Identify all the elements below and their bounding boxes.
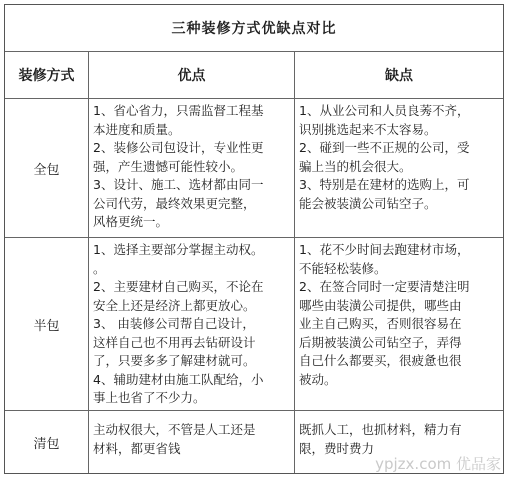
cell-line: 2、装修公司包设计，专业性更 [93, 140, 264, 155]
cell-line: 哪些由装潢公司提供，哪些由 [299, 297, 462, 313]
cell-line: 1、选择主要部分掌握主动权。 [93, 242, 264, 257]
comparison-table [4, 4, 504, 474]
cell-line: 3、设计、施工、选材都由同一 [93, 177, 264, 192]
row-type: 半包 [5, 238, 89, 410]
cell-line: 了，只要多多了解建材就可。 [93, 353, 256, 368]
cell-line: 风格更统一。 [93, 214, 169, 229]
cell-line: 公司代劳，最终效果更完整， [93, 195, 256, 211]
row-type: 全包 [5, 99, 89, 237]
cell-line: 4、辅助建材由施工队配给，小 [93, 371, 264, 387]
row-cons [295, 238, 503, 410]
cell-line: 3、特别是在建材的选购上，可 [299, 177, 470, 192]
row-pros [89, 99, 295, 237]
cell-line: 强，产生遗憾可能性较小。 [93, 158, 244, 174]
cell-line: 3、 由装修公司帮自己设计， [93, 316, 255, 331]
table-title: 三种装修方式优缺点对比 [171, 21, 337, 37]
cell-line: 1、省心省力，只需监督工程基 [93, 103, 264, 118]
cell-line: 自己什么都要买，很疲惫也很 [299, 353, 462, 368]
cell-line: 这样自己也不用再去钻研设计 [93, 334, 256, 350]
cell-line: 主动权很大，不管是人工还是 [93, 422, 256, 437]
cell-line: 既抓人工，也抓材料，精力有 [299, 422, 462, 437]
table-row [5, 237, 503, 410]
cell-line: 2、主要建材自己购买，不论在 [93, 279, 264, 294]
row-pros [89, 411, 295, 473]
cell-line: 安全上还是经济上都更放心。 [93, 297, 256, 313]
cell-line: 事上也省了不少力。 [93, 390, 206, 405]
cell-line: 本进度和质量。 [93, 121, 181, 137]
table-row [5, 98, 503, 237]
row-type: 清包 [5, 411, 89, 473]
cell-line: 2、在签合同时一定要清楚注明 [299, 279, 470, 294]
header-pros: 优点 [89, 52, 295, 98]
row-pros [89, 238, 295, 410]
row-cons [295, 99, 503, 237]
cell-line: 1、从业公司和人员良莠不齐， [299, 103, 470, 118]
header-row [5, 51, 503, 98]
cell-line: 能会被装潢公司钻空子。 [299, 195, 437, 211]
cell-line: 业主自己购买，否则很容易在 [299, 316, 462, 331]
header-cons: 缺点 [385, 68, 413, 84]
watermark: ypjzx.com 优品家 [375, 455, 501, 473]
cell-line: 。 [93, 260, 106, 276]
cell-line: 材料，都更省钱 [93, 440, 181, 456]
cell-line: 限，费时费力 [299, 440, 375, 456]
cell-line: 被动。 [299, 371, 337, 387]
cell-line: 1、花不少时间去跑建材市场， [299, 242, 470, 257]
cell-line: 识别挑选起来不太容易。 [299, 121, 437, 137]
cell-line: 2、碰到一些不正规的公司，受 [299, 140, 470, 155]
cell-line: 骗上当的机会很大。 [299, 158, 412, 174]
cell-line: 后期被装潢公司钻空子，弄得 [299, 334, 462, 350]
header-type: 装修方式 [5, 52, 89, 98]
cell-line: 不能轻松装修。 [299, 260, 387, 276]
